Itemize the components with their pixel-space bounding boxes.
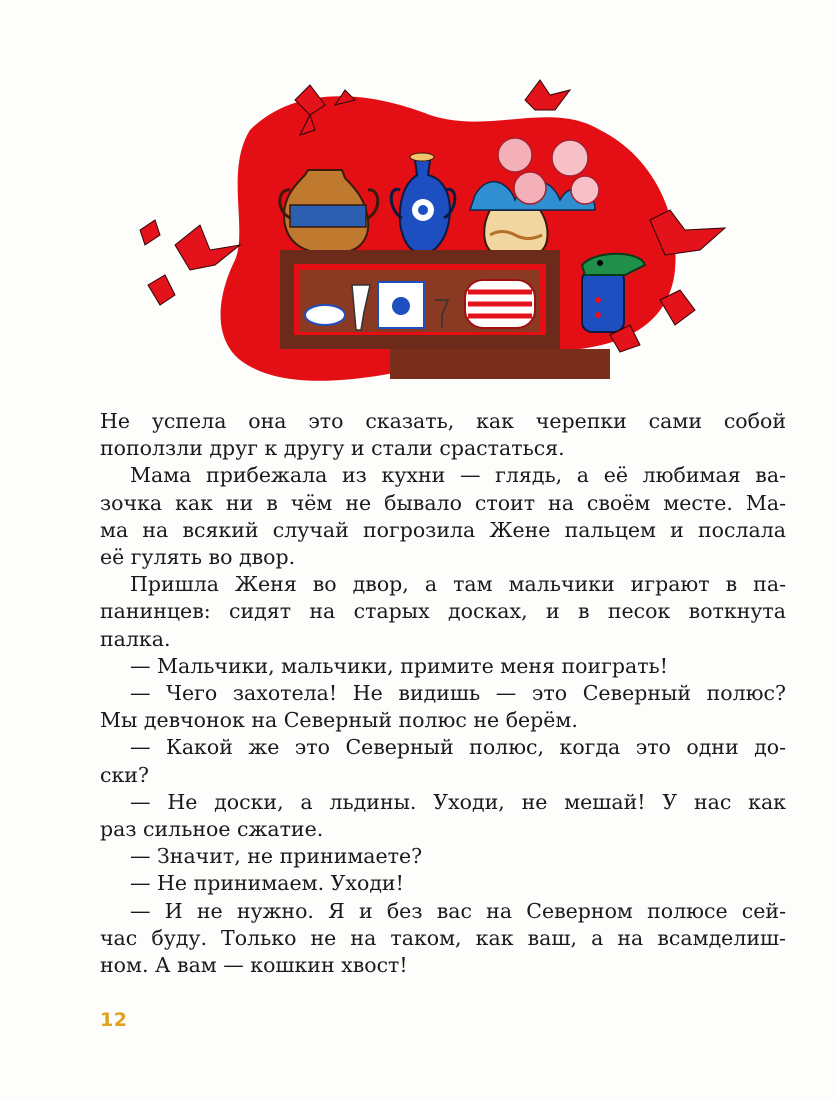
text-line: — Не принимаем. Уходи! xyxy=(130,871,404,896)
butterfly-icon xyxy=(525,80,570,110)
text-line: ном. А вам — кошкин хвост! xyxy=(100,953,408,978)
text-line: зочка как ни в чём не бывало стоит на своём месте. Ма- xyxy=(100,490,786,515)
text-line: Не успела она это сказать, как черепки сами собой xyxy=(100,409,786,433)
butterfly-icon xyxy=(175,225,240,270)
shelf-illustration xyxy=(130,60,750,390)
page-number: 12 xyxy=(100,1009,128,1031)
illustration xyxy=(130,60,750,390)
butterfly-icon xyxy=(140,220,160,245)
text-line: — Значит, не принимаете? xyxy=(130,844,423,869)
text-line: Мы девчонок на Северный полюс не берём. xyxy=(100,708,578,733)
text-line: — Не доски, а льдины. Уходи, не мешай! У нас как xyxy=(130,789,786,814)
text-line: Пришла Женя во двор, а там мальчики играют в па- xyxy=(130,572,786,597)
text-line: — И не нужно. Я и без вас на Северном полюсе сей- xyxy=(130,898,786,923)
text-line: её гулять во двор. xyxy=(100,545,296,570)
striped-plates xyxy=(465,280,535,328)
story-text xyxy=(100,408,786,979)
text-line: — Какой же это Северный полюс, когда это одни до- xyxy=(130,735,786,760)
text-line: ма на всякий случай погрозила Жене пальцем и послала xyxy=(100,517,786,542)
text-line: Мама прибежала из кухни — глядь, а её любимая ва- xyxy=(130,463,786,488)
text-line: час буду. Только не на таком, как ваш, а на всамделиш- xyxy=(100,925,786,950)
text-line: палка. xyxy=(100,626,171,651)
text-line: ски? xyxy=(100,762,149,787)
text-line: панинцев: сидят на старых досках, и в песок воткнута xyxy=(100,599,786,624)
text-line: — Мальчики, мальчики, примите меня поиграть! xyxy=(130,653,668,678)
butterfly-icon xyxy=(148,275,175,305)
text-line: поползли друг к другу и стали срастаться. xyxy=(100,436,565,461)
text-line: — Чего захотела! Не видишь — это Северный полюс? xyxy=(130,681,786,706)
text-line: раз сильное сжатие. xyxy=(100,817,324,842)
